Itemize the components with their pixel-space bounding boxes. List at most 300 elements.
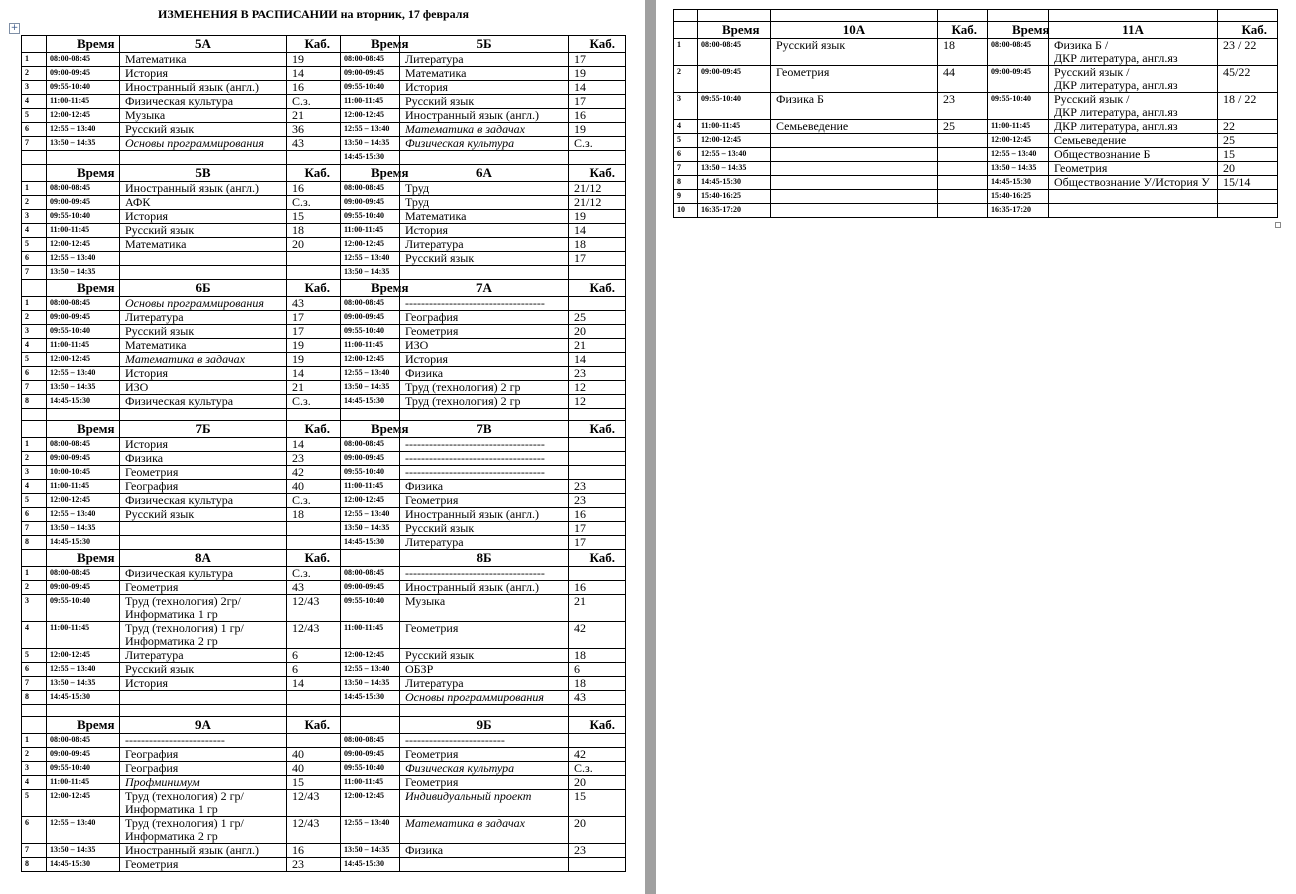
room-cell: 43 — [569, 691, 626, 705]
time-cell: 12:55 – 13:40 — [341, 123, 400, 137]
lesson-number-cell: 3 — [22, 595, 47, 622]
room-cell: 19 — [569, 123, 626, 137]
time-cell: 08:00-08:45 — [341, 297, 400, 311]
room-cell — [938, 162, 988, 176]
time-cell: 12:00-12:45 — [47, 649, 120, 663]
subject-cell — [771, 176, 938, 190]
lesson-number-cell: 4 — [22, 95, 47, 109]
subject-cell: Русский язык — [120, 123, 287, 137]
header-cell: Время — [341, 36, 400, 53]
subject-cell: География — [120, 480, 287, 494]
table-row — [22, 151, 626, 165]
room-cell: 42 — [287, 466, 341, 480]
lesson-number-cell: 3 — [22, 81, 47, 95]
table-row — [22, 776, 626, 790]
lesson-number-cell: 8 — [22, 395, 47, 409]
subject-cell: Русский язык — [120, 325, 287, 339]
time-cell: 09:55-10:40 — [341, 81, 400, 95]
time-cell: 12:00-12:45 — [341, 790, 400, 817]
room-cell: 12/43 — [287, 817, 341, 844]
time-cell: 10:00-10:45 — [47, 466, 120, 480]
subject-cell — [400, 858, 569, 872]
time-cell: 11:00-11:45 — [47, 480, 120, 494]
time-cell: 09:00-09:45 — [341, 196, 400, 210]
subject-cell: Геометрия — [120, 858, 287, 872]
room-cell: 36 — [287, 123, 341, 137]
room-cell: 21/12 — [569, 182, 626, 196]
room-cell — [287, 252, 341, 266]
room-cell: 14 — [287, 367, 341, 381]
table-row — [22, 252, 626, 266]
lesson-number-cell: 2 — [22, 748, 47, 762]
table-row — [22, 748, 626, 762]
subject-cell: Обществознание Б — [1049, 148, 1218, 162]
time-cell: 14:45-15:30 — [988, 176, 1049, 190]
subject-cell — [120, 691, 287, 705]
lesson-number-cell: 5 — [22, 353, 47, 367]
subject-cell: Труд (технология) 2 гр — [400, 381, 569, 395]
lesson-number-cell: 6 — [22, 123, 47, 137]
time-cell: 13:50 – 14:35 — [341, 137, 400, 151]
lesson-number-cell — [22, 409, 47, 421]
header-cell: Каб. — [287, 421, 341, 438]
lesson-number-cell: 6 — [22, 367, 47, 381]
room-cell: 23 — [938, 93, 988, 120]
lesson-number-cell: 6 — [22, 663, 47, 677]
class-header-row — [22, 421, 626, 438]
subject-cell: Основы программирования — [120, 297, 287, 311]
subject-cell: Труд (технология) 1 гр/ Информатика 2 гр — [120, 817, 287, 844]
table-row — [22, 137, 626, 151]
table-row — [22, 339, 626, 353]
subject-cell: ----------------------------------- — [400, 567, 569, 581]
table-row — [22, 367, 626, 381]
time-cell — [47, 705, 120, 717]
subject-cell: Геометрия — [120, 581, 287, 595]
room-cell: 45/22 — [1218, 66, 1278, 93]
room-cell: С.з. — [287, 567, 341, 581]
lesson-number-cell: 2 — [22, 196, 47, 210]
room-cell — [569, 438, 626, 452]
header-cell — [341, 717, 400, 734]
header-cell — [341, 550, 400, 567]
header-cell: 5Б — [400, 36, 569, 53]
header-cell: Время — [47, 717, 120, 734]
lesson-number-cell: 7 — [22, 844, 47, 858]
time-cell: 08:00-08:45 — [698, 39, 771, 66]
time-cell: 12:55 – 13:40 — [47, 508, 120, 522]
header-cell: Время — [988, 22, 1049, 39]
time-cell — [341, 705, 400, 717]
room-cell: 19 — [287, 53, 341, 67]
lesson-number-cell: 8 — [22, 858, 47, 872]
subject-cell: Русский язык — [120, 508, 287, 522]
time-cell: 12:00-12:45 — [341, 353, 400, 367]
lesson-number-cell: 1 — [22, 182, 47, 196]
header-cell: Каб. — [938, 22, 988, 39]
document-page-right — [656, 0, 1296, 894]
lesson-number-cell: 1 — [22, 53, 47, 67]
time-cell: 15:40-16:25 — [698, 190, 771, 204]
room-cell: 21 — [569, 339, 626, 353]
time-cell: 12:55 – 13:40 — [47, 663, 120, 677]
room-cell: 40 — [287, 748, 341, 762]
table-row — [22, 663, 626, 677]
time-cell: 08:00-08:45 — [341, 438, 400, 452]
table-row — [22, 325, 626, 339]
lesson-number-cell: 1 — [22, 734, 47, 748]
subject-cell: Русский язык — [120, 663, 287, 677]
room-cell: 43 — [287, 137, 341, 151]
room-cell: 16 — [287, 182, 341, 196]
lesson-number-cell: 9 — [674, 190, 698, 204]
room-cell: 15 — [569, 790, 626, 817]
subject-cell: Физика — [400, 367, 569, 381]
subject-cell: Русский язык — [120, 224, 287, 238]
time-cell: 13:50 – 14:35 — [47, 266, 120, 280]
room-cell — [287, 691, 341, 705]
subject-cell: Музыка — [400, 595, 569, 622]
room-cell: 17 — [569, 522, 626, 536]
subject-cell: Литература — [400, 53, 569, 67]
time-cell: 09:55-10:40 — [341, 595, 400, 622]
time-cell: 08:00-08:45 — [47, 297, 120, 311]
lesson-number-cell: 3 — [22, 325, 47, 339]
subject-cell: Иностранный язык (англ.) — [400, 508, 569, 522]
lesson-number-cell: 2 — [22, 67, 47, 81]
time-cell: 09:00-09:45 — [341, 748, 400, 762]
lesson-number-cell: 2 — [674, 66, 698, 93]
subject-cell: Физическая культура — [400, 137, 569, 151]
time-cell: 09:55-10:40 — [341, 325, 400, 339]
table-row — [674, 93, 1278, 120]
header-cell: 6Б — [120, 280, 287, 297]
time-cell: 13:50 – 14:35 — [341, 266, 400, 280]
time-cell: 09:55-10:40 — [341, 210, 400, 224]
room-cell: 23 — [287, 858, 341, 872]
room-cell — [569, 266, 626, 280]
lesson-number-cell: 6 — [22, 817, 47, 844]
room-cell — [938, 10, 988, 22]
table-row — [22, 844, 626, 858]
header-cell — [22, 421, 47, 438]
room-cell: 21 — [287, 109, 341, 123]
subject-cell: Литература — [400, 238, 569, 252]
room-cell: С.з. — [287, 494, 341, 508]
room-cell: С.з. — [569, 137, 626, 151]
header-cell: Время — [341, 165, 400, 182]
class-header-row — [22, 36, 626, 53]
room-cell: 21/12 — [569, 196, 626, 210]
table-row — [22, 438, 626, 452]
time-cell: 08:00-08:45 — [47, 182, 120, 196]
time-cell: 09:00-09:45 — [47, 748, 120, 762]
subject-cell: ----------------------------------- — [400, 466, 569, 480]
table-row — [22, 494, 626, 508]
subject-cell: ------------------------- — [400, 734, 569, 748]
header-cell: Каб. — [1218, 22, 1278, 39]
subject-cell — [1049, 204, 1218, 218]
subject-cell: Геометрия — [400, 776, 569, 790]
subject-cell: Геометрия — [400, 325, 569, 339]
room-cell: 21 — [287, 381, 341, 395]
time-cell — [341, 409, 400, 421]
room-cell: 12/43 — [287, 595, 341, 622]
table-row — [22, 622, 626, 649]
time-cell: 12:00-12:45 — [341, 238, 400, 252]
subject-cell — [1049, 10, 1218, 22]
subject-cell: Математика — [400, 67, 569, 81]
time-cell: 11:00-11:45 — [47, 339, 120, 353]
time-cell: 14:45-15:30 — [47, 395, 120, 409]
subject-cell: Труд (технология) 2гр/ Информатика 1 гр — [120, 595, 287, 622]
header-cell — [22, 550, 47, 567]
header-cell: Каб. — [569, 550, 626, 567]
table-row — [22, 705, 626, 717]
table-row — [22, 858, 626, 872]
subject-cell: Иностранный язык (англ.) — [120, 182, 287, 196]
class-header-row — [22, 717, 626, 734]
room-cell: С.з. — [287, 395, 341, 409]
time-cell — [698, 10, 771, 22]
room-cell — [287, 734, 341, 748]
room-cell: 17 — [569, 53, 626, 67]
subject-cell: Семьеведение — [771, 120, 938, 134]
table-row — [22, 691, 626, 705]
lesson-number-cell: 6 — [22, 252, 47, 266]
time-cell: 08:00-08:45 — [47, 567, 120, 581]
header-cell: Время — [47, 280, 120, 297]
table-row — [22, 409, 626, 421]
table-row — [22, 53, 626, 67]
time-cell: 09:00-09:45 — [341, 452, 400, 466]
room-cell: 14 — [287, 677, 341, 691]
room-cell — [569, 734, 626, 748]
subject-cell — [120, 252, 287, 266]
table-row — [22, 522, 626, 536]
lesson-number-cell: 3 — [22, 762, 47, 776]
table-row — [22, 123, 626, 137]
header-cell: Каб. — [287, 280, 341, 297]
room-cell: 16 — [287, 81, 341, 95]
room-cell — [938, 190, 988, 204]
room-cell: 19 — [569, 67, 626, 81]
room-cell: С.з. — [287, 196, 341, 210]
time-cell — [47, 409, 120, 421]
table-row — [22, 311, 626, 325]
time-cell: 11:00-11:45 — [341, 95, 400, 109]
time-cell: 14:45-15:30 — [341, 395, 400, 409]
time-cell: 09:55-10:40 — [341, 762, 400, 776]
room-cell: 17 — [569, 536, 626, 550]
header-cell: 9Б — [400, 717, 569, 734]
lesson-number-cell: 5 — [22, 109, 47, 123]
subject-cell: Геометрия — [1049, 162, 1218, 176]
time-cell: 14:45-15:30 — [341, 691, 400, 705]
subject-cell: Русский язык — [400, 522, 569, 536]
time-cell: 12:55 – 13:40 — [341, 367, 400, 381]
room-cell: 44 — [938, 66, 988, 93]
time-cell: 11:00-11:45 — [341, 224, 400, 238]
subject-cell: История — [120, 210, 287, 224]
time-cell — [988, 10, 1049, 22]
time-cell: 08:00-08:45 — [47, 734, 120, 748]
table-row — [22, 581, 626, 595]
subject-cell: История — [400, 353, 569, 367]
subject-cell: Иностранный язык (англ.) — [120, 844, 287, 858]
time-cell: 14:45-15:30 — [341, 151, 400, 165]
time-cell: 13:50 – 14:35 — [47, 381, 120, 395]
subject-cell: Математика в задачах — [400, 123, 569, 137]
table-row — [22, 95, 626, 109]
time-cell: 13:50 – 14:35 — [341, 844, 400, 858]
time-cell: 13:50 – 14:35 — [47, 844, 120, 858]
subject-cell — [771, 148, 938, 162]
time-cell: 11:00-11:45 — [47, 622, 120, 649]
header-cell: Каб. — [287, 165, 341, 182]
table-row — [22, 595, 626, 622]
subject-cell: ----------------------------------- — [400, 297, 569, 311]
lesson-number-cell: 8 — [22, 691, 47, 705]
subject-cell: Труд (технология) 2 гр — [400, 395, 569, 409]
room-cell: 12/43 — [287, 790, 341, 817]
time-cell: 12:00-12:45 — [988, 134, 1049, 148]
document-title: ИЗМЕНЕНИЯ В РАСПИСАНИИ на вторник, 17 февраля — [158, 7, 469, 21]
subject-cell: Музыка — [120, 109, 287, 123]
room-cell: 20 — [569, 325, 626, 339]
time-cell: 09:00-09:45 — [341, 311, 400, 325]
table-move-handle-icon[interactable]: + — [10, 23, 19, 33]
subject-cell — [771, 10, 938, 22]
table-row — [22, 466, 626, 480]
room-cell: 22 — [1218, 120, 1278, 134]
time-cell: 13:50 – 14:35 — [341, 677, 400, 691]
time-cell: 08:00-08:45 — [341, 53, 400, 67]
subject-cell: Математика в задачах — [400, 817, 569, 844]
room-cell: 15 — [1218, 148, 1278, 162]
table-row — [674, 176, 1278, 190]
header-cell: Каб. — [287, 36, 341, 53]
lesson-number-cell: 1 — [22, 567, 47, 581]
time-cell: 13:50 – 14:35 — [47, 137, 120, 151]
header-cell: Время — [47, 165, 120, 182]
time-cell: 09:55-10:40 — [47, 762, 120, 776]
time-cell: 13:50 – 14:35 — [47, 677, 120, 691]
room-cell: 18 — [569, 238, 626, 252]
subject-cell: География — [400, 311, 569, 325]
room-cell: 16 — [569, 508, 626, 522]
subject-cell: История — [400, 224, 569, 238]
time-cell: 09:00-09:45 — [47, 311, 120, 325]
room-cell — [287, 151, 341, 165]
subject-cell — [771, 162, 938, 176]
subject-cell: Физика Б — [771, 93, 938, 120]
time-cell: 11:00-11:45 — [698, 120, 771, 134]
time-cell: 13:50 – 14:35 — [341, 381, 400, 395]
schedule-table-right — [673, 9, 1278, 218]
table-resize-handle[interactable] — [1275, 222, 1281, 228]
lesson-number-cell: 4 — [22, 622, 47, 649]
lesson-number-cell: 1 — [22, 297, 47, 311]
table-row — [22, 790, 626, 817]
subject-cell: Семьеведение — [1049, 134, 1218, 148]
table-row — [674, 134, 1278, 148]
room-cell: 18 — [287, 508, 341, 522]
schedule-table-left — [21, 35, 626, 872]
lesson-number-cell: 4 — [22, 339, 47, 353]
subject-cell: География — [120, 762, 287, 776]
lesson-number-cell: 5 — [674, 134, 698, 148]
table-row — [22, 536, 626, 550]
room-cell — [569, 297, 626, 311]
subject-cell: Труд — [400, 196, 569, 210]
time-cell: 11:00-11:45 — [341, 776, 400, 790]
subject-cell: Математика — [400, 210, 569, 224]
room-cell — [938, 176, 988, 190]
subject-cell: Труд (технология) 2 гр/ Информатика 1 гр — [120, 790, 287, 817]
time-cell: 09:00-09:45 — [341, 581, 400, 595]
subject-cell — [120, 266, 287, 280]
time-cell: 12:55 – 13:40 — [988, 148, 1049, 162]
time-cell: 12:55 – 13:40 — [341, 663, 400, 677]
subject-cell: История — [120, 367, 287, 381]
time-cell: 11:00-11:45 — [341, 480, 400, 494]
time-cell: 13:50 – 14:35 — [341, 522, 400, 536]
header-cell: 9А — [120, 717, 287, 734]
room-cell — [569, 705, 626, 717]
table-row — [22, 480, 626, 494]
header-cell: Каб. — [569, 36, 626, 53]
subject-cell: История — [120, 67, 287, 81]
time-cell: 08:00-08:45 — [47, 438, 120, 452]
room-cell: С.з. — [287, 95, 341, 109]
room-cell: 6 — [569, 663, 626, 677]
subject-cell — [1049, 190, 1218, 204]
room-cell: 23 — [569, 494, 626, 508]
room-cell: 20 — [569, 776, 626, 790]
time-cell: 08:00-08:45 — [988, 39, 1049, 66]
time-cell: 09:00-09:45 — [47, 452, 120, 466]
table-row — [22, 238, 626, 252]
room-cell — [569, 858, 626, 872]
room-cell: 25 — [569, 311, 626, 325]
table-row — [22, 266, 626, 280]
subject-cell: Индивидуальный проект — [400, 790, 569, 817]
lesson-number-cell: 8 — [674, 176, 698, 190]
room-cell — [287, 522, 341, 536]
time-cell: 12:55 – 13:40 — [698, 148, 771, 162]
room-cell: 19 — [287, 353, 341, 367]
header-cell: Каб. — [287, 550, 341, 567]
subject-cell: ----------------------------------- — [400, 438, 569, 452]
time-cell: 08:00-08:45 — [341, 734, 400, 748]
subject-cell: Геометрия — [400, 748, 569, 762]
subject-cell: Математика — [120, 53, 287, 67]
header-cell — [22, 280, 47, 297]
room-cell — [287, 705, 341, 717]
lesson-number-cell: 4 — [22, 480, 47, 494]
time-cell: 09:00-09:45 — [698, 66, 771, 93]
time-cell: 11:00-11:45 — [988, 120, 1049, 134]
time-cell: 09:00-09:45 — [988, 66, 1049, 93]
subject-cell: Геометрия — [400, 494, 569, 508]
subject-cell: Профминимум — [120, 776, 287, 790]
header-cell: 6А — [400, 165, 569, 182]
room-cell — [287, 266, 341, 280]
time-cell: 15:40-16:25 — [988, 190, 1049, 204]
room-cell: 18 — [938, 39, 988, 66]
subject-cell: Основы программирования — [120, 137, 287, 151]
